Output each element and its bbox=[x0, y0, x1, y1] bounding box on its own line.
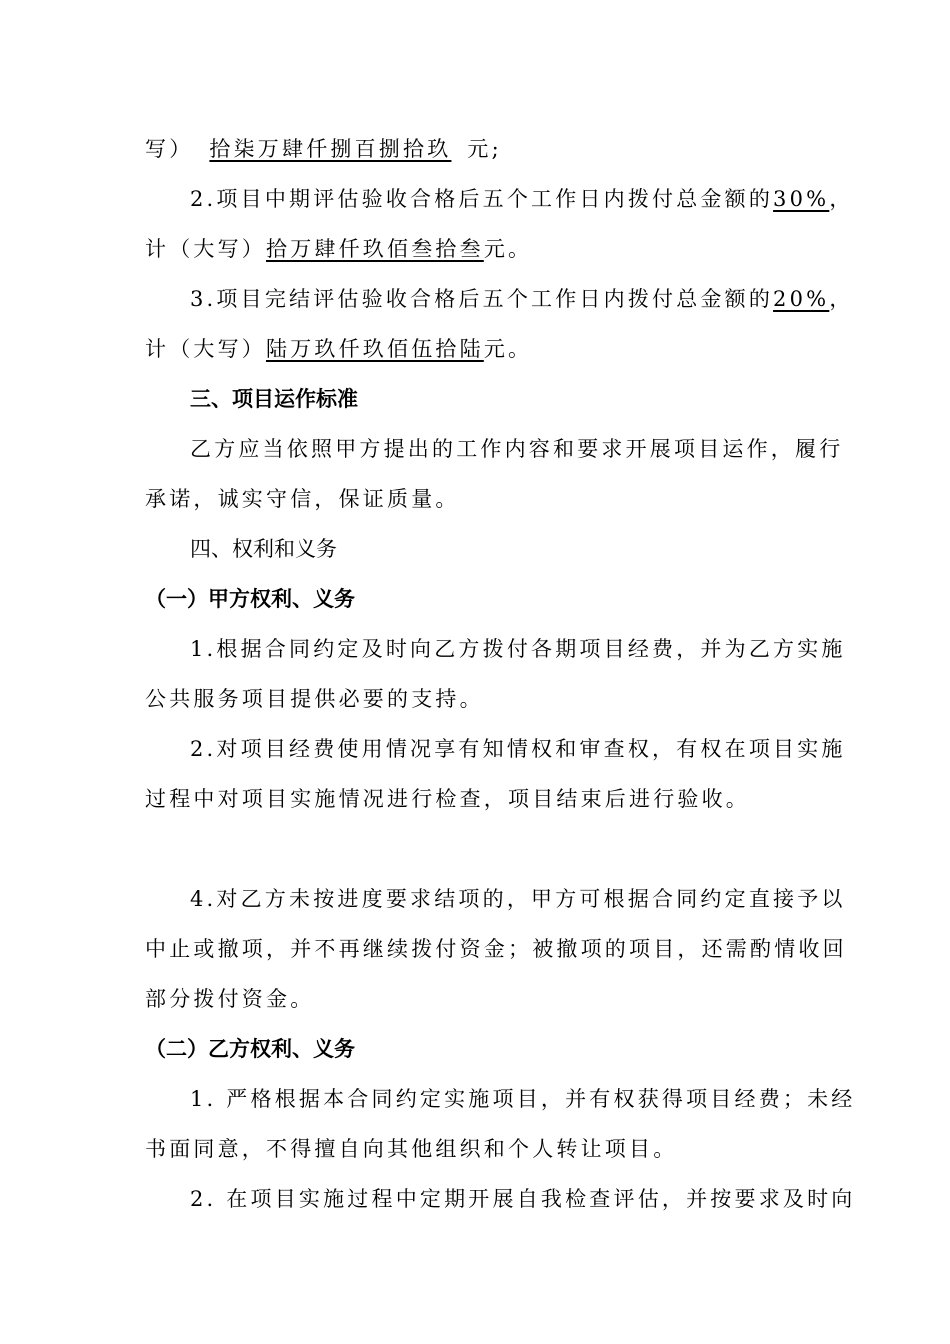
paragraph-line: 2. 在项目实施过程中定期开展自我检查评估，并按要求及时向 bbox=[190, 1187, 856, 1211]
percent: 20% bbox=[773, 287, 830, 311]
text: 计（大写） bbox=[145, 337, 266, 361]
paragraph-line: 部分拨付资金。 bbox=[145, 987, 315, 1011]
line-2 bbox=[0, 184, 950, 214]
section-heading-4: 四、权利和义务 bbox=[190, 537, 337, 561]
amount-uppercase: 拾万肆仟玖佰叁拾叁 bbox=[266, 237, 484, 261]
paragraph-line: 4.对乙方未按进度要求结项的，甲方可根据合同约定直接予以 bbox=[190, 887, 846, 911]
paragraph-line: 1.根据合同约定及时向乙方拨付各期项目经费，并为乙方实施 bbox=[190, 637, 846, 661]
text: 元。 bbox=[483, 337, 533, 361]
line-1 bbox=[0, 134, 950, 164]
line-4 bbox=[0, 284, 950, 314]
paragraph-line: 乙方应当依照甲方提出的工作内容和要求开展项目运作，履行 bbox=[190, 437, 844, 461]
text: 元; bbox=[467, 137, 502, 161]
text: ， bbox=[829, 187, 854, 211]
paragraph-line: 书面同意，不得擅自向其他组织和个人转让项目。 bbox=[145, 1137, 678, 1161]
line-3 bbox=[0, 234, 950, 264]
line-5 bbox=[0, 334, 950, 364]
text: 写） bbox=[145, 137, 194, 161]
subsection-heading-1: （一）甲方权利、义务 bbox=[145, 586, 355, 611]
amount-uppercase: 拾柒万肆仟捌百捌拾玖 bbox=[209, 137, 452, 161]
text: 3.项目完结评估验收合格后五个工作日内拨付总金额的 bbox=[190, 287, 774, 311]
paragraph-line: 中止或撤项，并不再继续拨付资金；被撤项的项目，还需酌情收回 bbox=[145, 937, 847, 961]
percent: 30% bbox=[773, 187, 830, 211]
text: 计（大写） bbox=[145, 237, 266, 261]
subsection-heading-2: （二）乙方权利、义务 bbox=[145, 1036, 355, 1061]
text: 元。 bbox=[483, 237, 533, 261]
paragraph-line: 公共服务项目提供必要的支持。 bbox=[145, 687, 484, 711]
paragraph-line: 承诺，诚实守信，保证质量。 bbox=[145, 487, 460, 511]
paragraph-line: 过程中对项目实施情况进行检查，项目结束后进行验收。 bbox=[145, 787, 750, 811]
section-heading-3: 三、项目运作标准 bbox=[190, 386, 358, 411]
paragraph-line: 2.对项目经费使用情况享有知情权和审查权，有权在项目实施 bbox=[190, 737, 846, 761]
text: ， bbox=[829, 287, 854, 311]
text: 2.项目中期评估验收合格后五个工作日内拨付总金额的 bbox=[190, 187, 774, 211]
amount-uppercase: 陆万玖仟玖佰伍拾陆 bbox=[266, 337, 484, 361]
paragraph-line: 1. 严格根据本合同约定实施项目，并有权获得项目经费；未经 bbox=[190, 1087, 856, 1111]
